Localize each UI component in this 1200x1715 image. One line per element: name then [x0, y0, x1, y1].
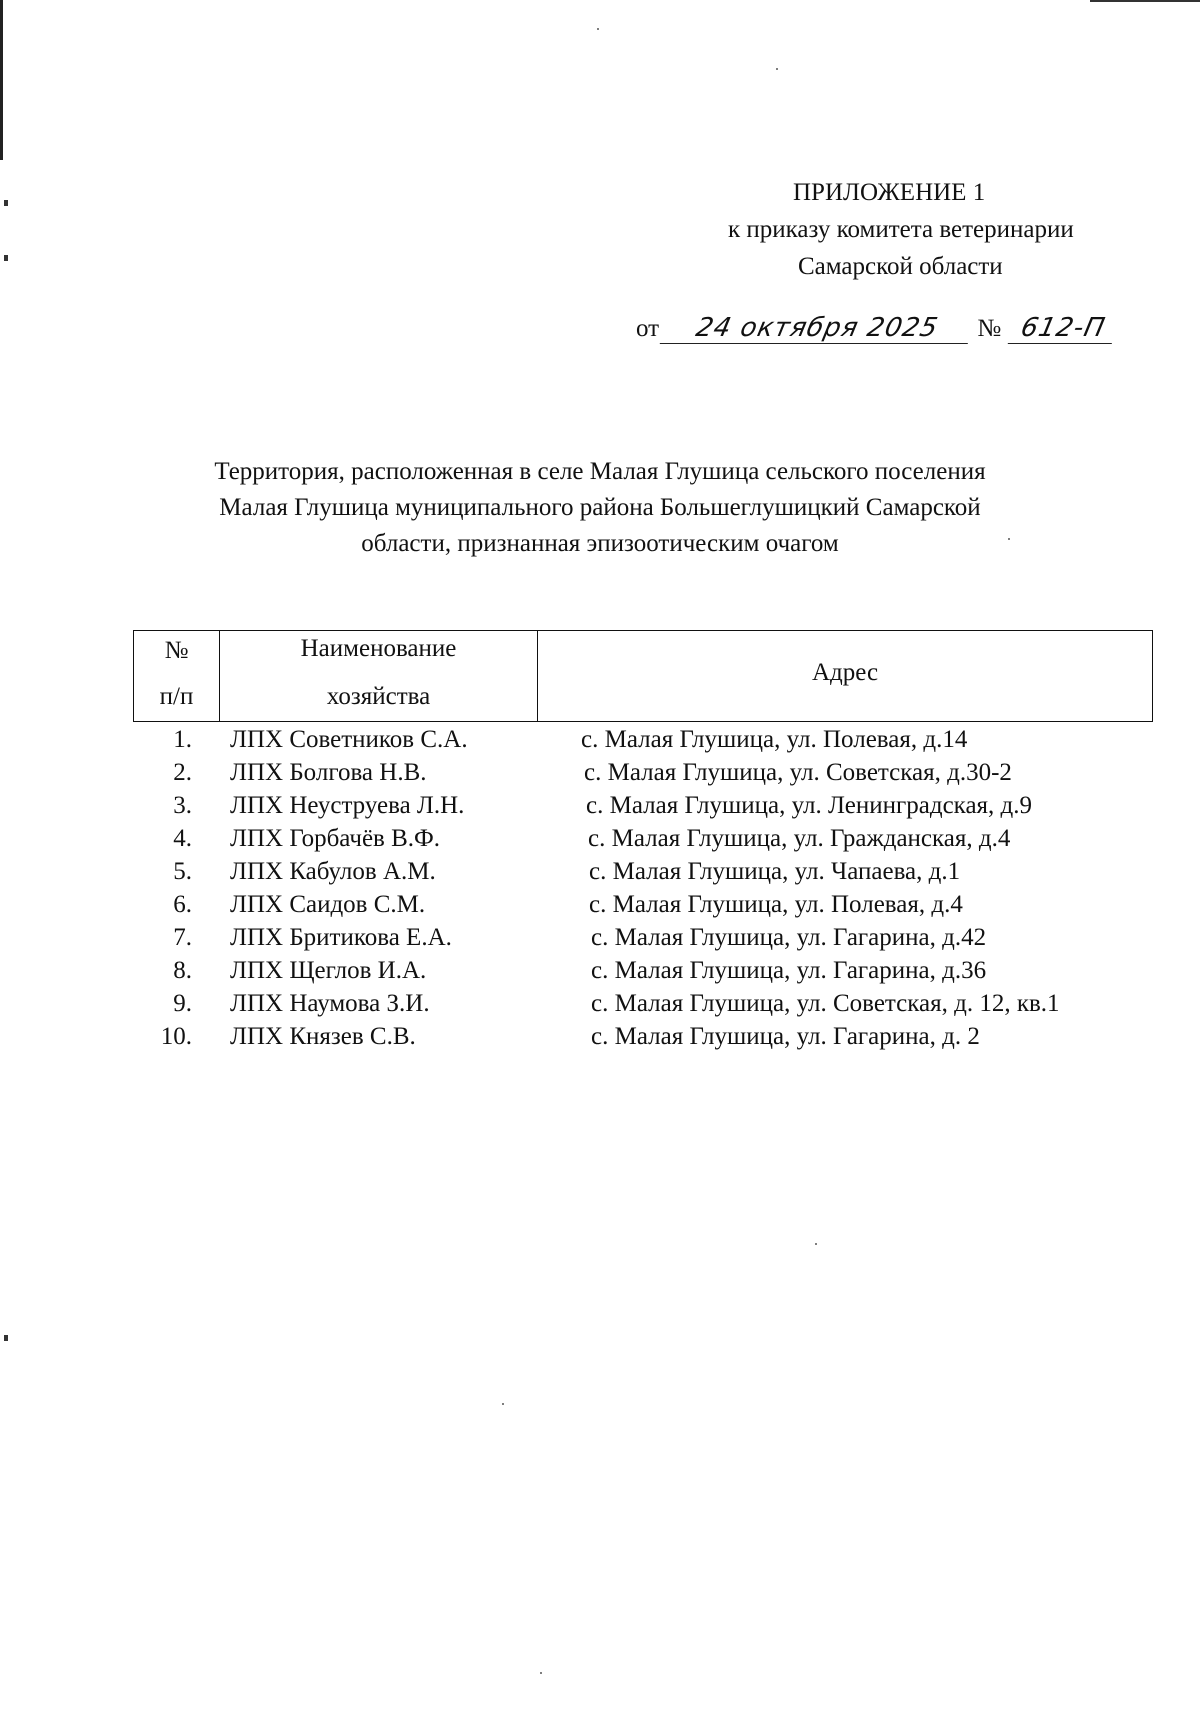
table-row — [0, 858, 1200, 891]
number-sign: № — [977, 315, 1002, 342]
scan-edge-mark — [4, 255, 8, 261]
table-row — [0, 792, 1200, 825]
row-number: 2. — [173, 759, 192, 786]
row-number: 9. — [173, 990, 192, 1017]
scan-edge-mark — [4, 200, 8, 206]
row-owner: ЛПХ Горбачёв В.Ф. — [230, 825, 441, 852]
header-number-line1: № — [164, 637, 189, 664]
scan-speck — [776, 68, 778, 70]
header-cell-name — [220, 631, 538, 721]
row-owner: ЛПХ Наумова З.И. — [230, 990, 430, 1017]
order-date-number — [636, 313, 1115, 344]
header-number-line2: п/п — [159, 683, 194, 710]
row-address: с. Малая Глушица, ул. Гагарина, д.36 — [591, 957, 987, 984]
table-row — [0, 957, 1200, 990]
row-address: с. Малая Глушица, ул. Гагарина, д.42 — [591, 924, 987, 951]
row-owner: ЛПХ Бритикова Е.А. — [230, 924, 452, 951]
row-owner: ЛПХ Саидов С.М. — [230, 891, 426, 918]
title-line: Малая Глушица муниципального района Большеглушицкий Самарской — [219, 494, 981, 521]
table-row — [0, 891, 1200, 924]
header-cell-number — [134, 631, 220, 721]
scan-edge-line — [0, 0, 3, 160]
row-owner: ЛПХ Болгова Н.В. — [230, 759, 427, 786]
scan-speck — [597, 28, 599, 30]
row-address: с. Малая Глушица, ул. Ленинградская, д.9 — [586, 792, 1033, 819]
row-number: 6. — [173, 891, 192, 918]
scan-edge-mark — [4, 1335, 8, 1341]
scan-speck — [502, 1403, 504, 1405]
table-row — [0, 759, 1200, 792]
title-line: Территория, расположенная в селе Малая Глушица сельского поселения — [214, 458, 986, 485]
header-cell-address — [538, 631, 1152, 721]
row-address: с. Малая Глушица, ул. Чапаева, д.1 — [589, 858, 961, 885]
row-address: с. Малая Глушица, ул. Гагарина, д. 2 — [591, 1023, 980, 1050]
handwritten-date: 24 октября 2025 — [660, 313, 975, 344]
row-owner: ЛПХ Советников С.А. — [230, 726, 468, 753]
appendix-to: к приказу комитета ветеринарии — [728, 216, 1074, 243]
table-header — [133, 630, 1153, 722]
row-number: 1. — [173, 726, 192, 753]
row-number: 7. — [173, 924, 192, 951]
title-line: области, признанная эпизоотическим очагом — [361, 530, 839, 557]
table-row — [0, 990, 1200, 1023]
row-number: 4. — [173, 825, 192, 852]
table-row — [0, 825, 1200, 858]
row-owner: ЛПХ Кабулов А.М. — [230, 858, 436, 885]
row-address: с. Малая Глушица, ул. Полевая, д.14 — [581, 726, 968, 753]
header-address: Адрес — [811, 659, 879, 686]
row-address: с. Малая Глушица, ул. Советская, д. 12, кв.1 — [591, 990, 1060, 1017]
row-address: с. Малая Глушица, ул. Советская, д.30-2 — [584, 759, 1012, 786]
row-number: 3. — [173, 792, 192, 819]
row-owner: ЛПХ Щеглов И.А. — [230, 957, 427, 984]
table-row — [0, 924, 1200, 957]
document-title — [150, 454, 1050, 562]
appendix-title: ПРИЛОЖЕНИЕ 1 — [793, 179, 986, 206]
scan-top-line — [1090, 0, 1200, 2]
table-row — [0, 1023, 1200, 1056]
organization-name: Самарской области — [798, 253, 1003, 280]
row-number: 8. — [173, 957, 192, 984]
date-prefix: от — [636, 315, 660, 342]
table-row — [0, 726, 1200, 759]
handwritten-number: 612-П — [1008, 313, 1119, 344]
row-owner: ЛПХ Неуструева Л.Н. — [230, 792, 465, 819]
scan-speck — [540, 1672, 542, 1674]
header-name-line1: Наименование — [300, 635, 457, 662]
row-number: 10. — [160, 1023, 192, 1050]
header-name-line2: хозяйства — [326, 683, 431, 710]
row-owner: ЛПХ Князев С.В. — [230, 1023, 416, 1050]
row-number: 5. — [173, 858, 192, 885]
row-address: с. Малая Глушица, ул. Полевая, д.4 — [589, 891, 963, 918]
scan-speck — [815, 1243, 817, 1245]
row-address: с. Малая Глушица, ул. Гражданская, д.4 — [588, 825, 1011, 852]
